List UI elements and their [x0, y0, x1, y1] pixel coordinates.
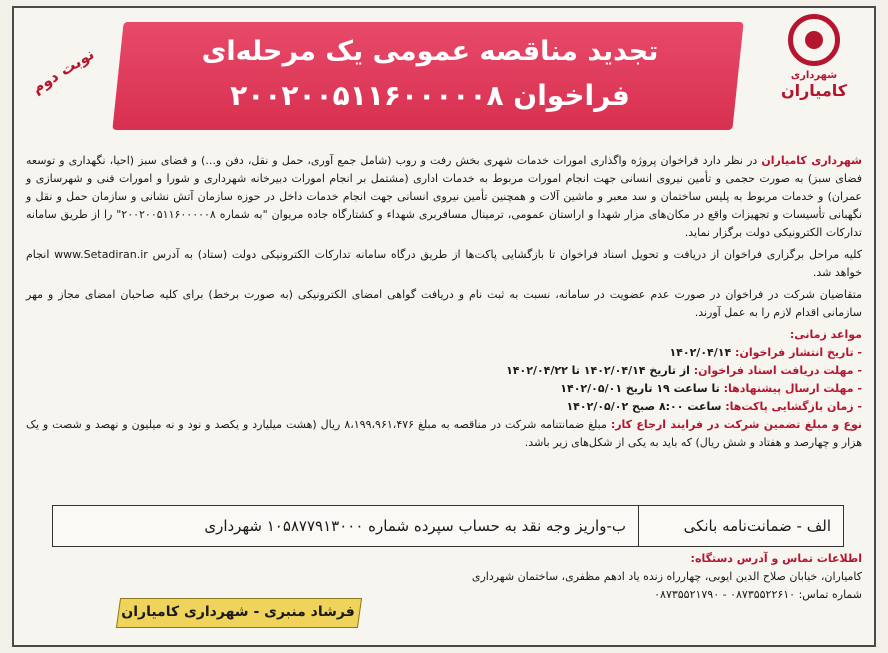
- guarantee-label: نوع و مبلغ تضمین شرکت در فرایند ارجاع کار:: [610, 418, 862, 431]
- notice-body: [26, 152, 862, 456]
- title-line-1: تجدید مناقصه عمومی یک مرحله‌ای: [201, 36, 659, 67]
- paragraph-2: کلیه مراحل برگزاری فراخوان از دریافت و تحویل اسناد فراخوان تا بازگشایی پاکت‌ها از طریق درگاه سامانه تدارکات الکترونیکی دولت (ستاد) به آدرس www.Setadiran.ir انجام خواهد شد.: [26, 248, 862, 279]
- date-item: - تاریخ انتشار فراخوان: ۱۴۰۲/۰۴/۱۴: [669, 346, 862, 359]
- paragraph-1-text: در نظر دارد فراخوان پروژه واگذاری امورات خدمات شهری بخش رفت و روب (شامل جمع آوری، حمل و نقل، دفن و...) و فضای سبز (احیا، نگهداری و توسعه فضای سبز) به صورت حجمی و تأمین نیروی انسانی جهت انجام امورات مربوط به خدمات اداری (مشتمل بر انجام امورات دبیرخانه شهرداری و شورا و امورات فنی و شهرسازی و عمران) و خدمات مربوط به پلیس ساختمان و سد معبر و ماشین آلات و همچنین تأمین نیروی انسانی جهت انجام خدمات داخل در حوزه سازمان آتش نشانی و سازمان حمل و نقل و نگهبانی تأسیسات و تجهیزات واقع در مکان‌های مزار شهدا و اراستان عمومی، ترمینال مسافربری شهداء و کشتارگاه جاده مریوان "به شماره ۲۰۰۲۰۰۵۱۱۶۰۰۰۰۰۸" را از طریق سامانه تدارکات الکترونیکی دولت برگزار نماید.: [26, 154, 862, 239]
- payment-options-table: [52, 505, 844, 547]
- contact-section: [26, 550, 862, 604]
- date-item: - زمان بازگشایی پاکت‌ها: ساعت ۸:۰۰ صبح ۱۴۰۲/۰۵/۰۲: [566, 400, 862, 413]
- municipality-logo: [764, 14, 864, 124]
- contact-phone: شماره تماس: ۰۸۷۳۵۵۲۲۶۱۰ - ۰۸۷۳۵۵۲۱۷۹۰: [654, 588, 862, 601]
- dates-heading: مواعد زمانی:: [789, 328, 862, 341]
- round-label: نوبت دوم: [28, 44, 98, 98]
- title-line-2: فراخوان ۲۰۰۲۰۰۵۱۱۶۰۰۰۰۰۸: [230, 79, 630, 112]
- signature-text: فرشاد منبری - شهرداری کامیاران: [121, 604, 355, 620]
- logo-name: کامیاران: [780, 81, 848, 100]
- contact-address: کامیاران، خیابان صلاح الدین ایوبی، چهارراه زنده یاد ادهم مظفری، ساختمان شهرداری: [471, 570, 862, 583]
- logo-text: [764, 70, 864, 100]
- logo-mark-icon: [788, 14, 840, 66]
- paragraph-1: [26, 152, 862, 242]
- payment-option-a: الف - ضمانت‌نامه بانکی: [638, 506, 843, 546]
- guarantee-text: مبلغ ضمانتنامه شرکت در مناقصه به مبلغ ۸،۱۹۹،۹۶۱،۴۷۶ ریال (هشت میلیارد و یکصد و نود و نه میلیون و نهصد و شصت و یک هزار و چهارصد و هفتاد و شش ریال) که باید به یکی از شکل‌های زیر باشد.: [26, 418, 862, 449]
- payment-option-b: ب-واریز وجه نقد به حساب سپرده شماره ۱۰۵۸۷۷۹۱۳۰۰۰ شهرداری: [204, 517, 626, 535]
- date-item: - مهلت دریافت اسناد فراخوان: از تاریخ ۱۴۰۲/۰۴/۱۴ تا ۱۴۰۲/۰۴/۲۲: [506, 364, 862, 377]
- guarantee-paragraph: [26, 416, 862, 452]
- contact-heading: اطلاعات تماس و آدرس دستگاه:: [690, 552, 862, 565]
- date-item: - مهلت ارسال پیشنهادها: تا ساعت ۱۹ تاریخ ۱۴۰۲/۰۵/۰۱: [560, 382, 862, 395]
- page-title: [160, 30, 700, 118]
- paragraph-3: متقاضیان شرکت در فراخوان در صورت عدم عضویت در سامانه، نسبت به ثبت نام و دریافت گواهی امضای الکترونیکی (به صورت برخط) برای کلیه صاحبان امضای مجاز و مهر سازمانی اقدام لازم را به عمل آورند.: [26, 288, 862, 319]
- org-name: شهرداری کامیاران: [761, 154, 862, 167]
- dates-list: [26, 344, 862, 416]
- logo-sub: شهرداری: [790, 70, 838, 81]
